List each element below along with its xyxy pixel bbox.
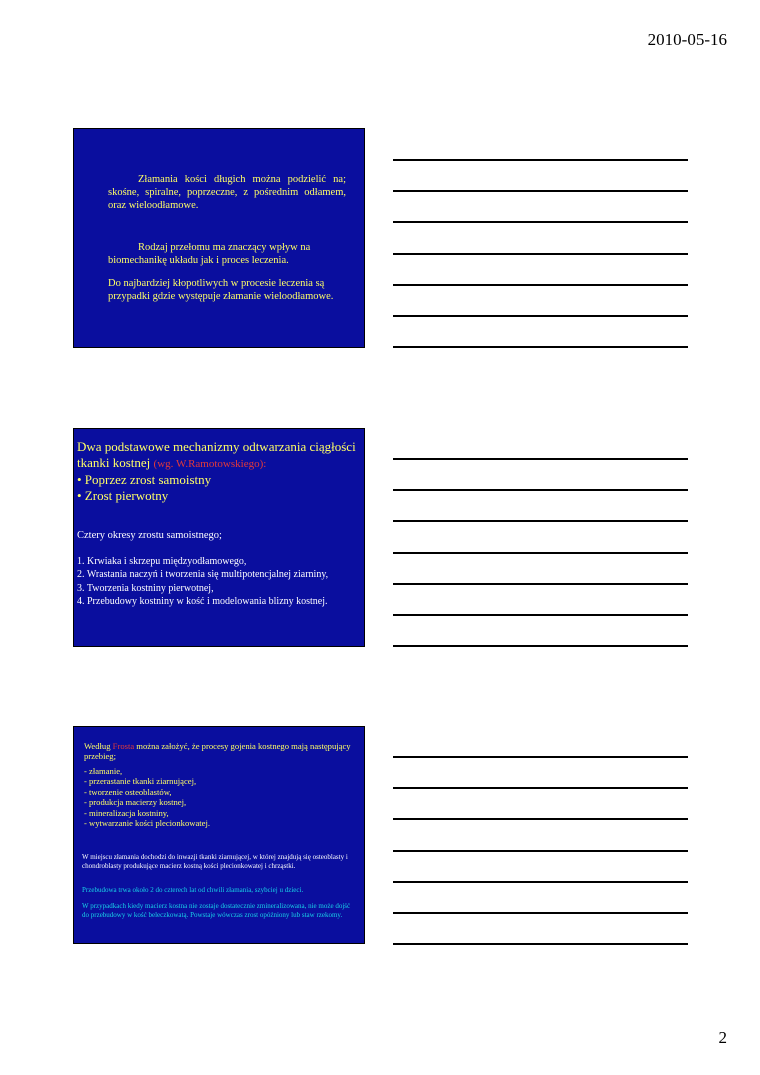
- slide1-paragraph-2: Rodzaj przełomu ma znaczący wpływ na biomechanikę układu jak i proces leczenia.: [108, 242, 311, 267]
- slide2-subheading: Cztery okresy zrostu samoistnego;: [77, 530, 222, 541]
- note-line: [393, 346, 688, 348]
- note-line: [393, 458, 688, 460]
- list-item: - złamanie,: [84, 766, 123, 776]
- slide1-paragraph-3: Do najbardziej kłopotliwych w procesie leczenia są przypadki gdzie występuje złamanie wieloodłamowe.: [108, 278, 334, 303]
- note-line: [393, 552, 688, 554]
- slide-frost-healing-process: [73, 726, 365, 944]
- slide3-intro-after: można założyć, że procesy gojenia kostnego mają następujący przebieg;: [84, 741, 351, 762]
- slide-healing-mechanisms: [73, 428, 365, 647]
- slide3-list: [84, 766, 356, 829]
- note-line: [393, 645, 688, 647]
- list-item: - wytwarzanie kości plecionkowatej.: [84, 818, 210, 829]
- note-line: [393, 818, 688, 820]
- note-line: [393, 881, 688, 883]
- slide1-paragraph-1: Złamania kości długich można podzielić na; skośne, spiralne, poprzeczne, z pośrednim odłamem, oraz wieloodłamowe.: [108, 174, 346, 212]
- note-line: [393, 253, 688, 255]
- note-line: [393, 315, 688, 317]
- slide2-bullet-1: • Poprzez zrost samoistny: [77, 472, 212, 487]
- slide2-list: [77, 555, 365, 608]
- slide2-heading-text: Dwa podstawowe mechanizmy odtwarzania ciągłości tkanki kostnej: [77, 439, 356, 470]
- list-item: 1. Krwiaka i skrzepu międzyodłamowego,: [77, 556, 247, 567]
- note-line: [393, 520, 688, 522]
- slide3-intro-before: Według: [84, 741, 113, 751]
- note-line: [393, 489, 688, 491]
- note-line: [393, 943, 688, 945]
- note-line: [393, 614, 688, 616]
- note-line: [393, 284, 688, 286]
- slide3-intro-name: Frosta: [112, 741, 135, 751]
- slide3-intro: [84, 741, 356, 762]
- note-line: [393, 912, 688, 914]
- page-number: 2: [718, 1028, 727, 1047]
- note-line: [393, 190, 688, 192]
- note-line: [393, 159, 688, 161]
- list-item: 4. Przebudowy kostniny w kość i modelowania blizny kostnej.: [77, 595, 328, 607]
- note-line: [393, 583, 688, 585]
- list-item: - przerastanie tkanki ziarnującej,: [84, 776, 197, 787]
- slide3-paragraph-2: W miejscu złamania dochodzi do inwazji tkanki ziarnującej, w której znajdują się osteoblasty i chondroblasty produkujące macierz kostną kości plecionkowatej i chrząstki.: [82, 853, 348, 870]
- slide3-paragraph-4: W przypadkach kiedy macierz kostna nie zostaje dostatecznie zmineralizowana, nie może dojść do przebudowy w kość beleczkowatą. Powstaje wówczas zrost opóźniony lub staw rzekomy.: [82, 902, 351, 919]
- slide2-heading-note: (wg. W.Ramotowskiego):: [153, 457, 267, 470]
- list-item: - tworzenie osteoblastów,: [84, 786, 172, 797]
- slide2-heading: [77, 439, 363, 471]
- slide-fracture-types: [73, 128, 365, 348]
- note-line: [393, 787, 688, 789]
- print-date: 2010-05-16: [647, 30, 727, 49]
- slide3-paragraph-3: Przebudowa trwa około 2 do czterech lat od chwili złamania, szybciej u dzieci.: [82, 886, 304, 894]
- list-item: 3. Tworzenia kostniny pierwotnej,: [77, 582, 214, 594]
- note-line: [393, 221, 688, 223]
- note-line: [393, 850, 688, 852]
- list-item: - mineralizacja kostniny,: [84, 807, 169, 818]
- list-item: - produkcja macierzy kostnej,: [84, 797, 187, 808]
- list-item: 2. Wrastania naczyń i tworzenia się multipotencjalnej ziarniny,: [77, 569, 329, 581]
- slide2-bullet-2: • Zrost pierwotny: [77, 488, 169, 503]
- note-line: [393, 756, 688, 758]
